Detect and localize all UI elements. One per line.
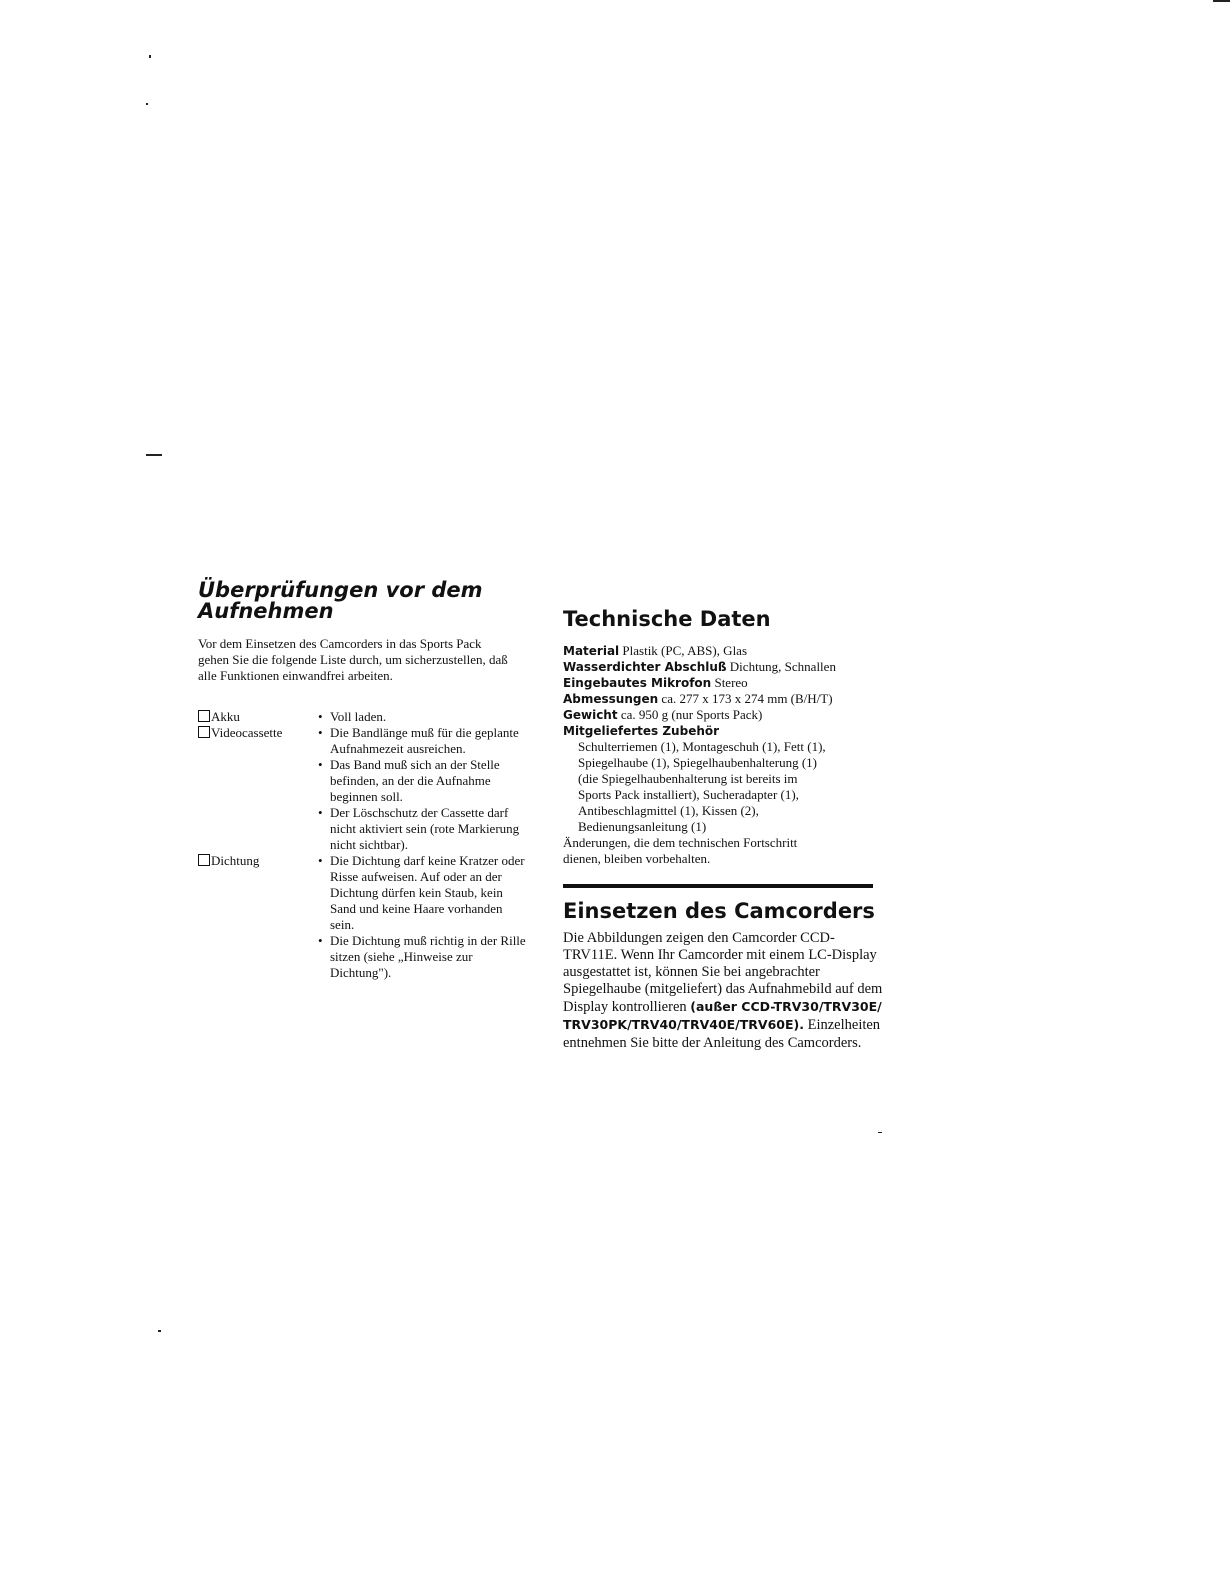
scan-speck (1213, 0, 1230, 2)
scan-speck (146, 103, 148, 105)
checkbox-icon (198, 726, 210, 738)
check-items (316, 709, 528, 725)
scan-speck (158, 1330, 161, 1332)
accessory-line: Bedienungsanleitung (1) (578, 819, 707, 834)
model-exceptions: (außer CCD-TRV30/TRV30E/ TRV30PK/TRV40/TRV40E/TRV60E). (563, 999, 882, 1033)
spec-list (563, 643, 883, 867)
spec-row (563, 659, 883, 675)
check-item: • Die Dichtung darf keine Kratzer oder Risse aufweisen. Auf oder an der Dichtung dürfen kein Staub, kein Sand und keine Haare vorhanden sein. (316, 853, 528, 933)
insert-paragraph (563, 930, 883, 1052)
check-item: • Das Band muß sich an der Stelle befinden, an der die Aufnahme beginnen soll. (316, 757, 528, 805)
spec-row (563, 643, 883, 659)
spec-label: Wasserdichter Abschluß (563, 660, 727, 674)
note-line: Änderungen, die dem technischen Fortschritt (563, 835, 798, 850)
check-items (316, 725, 528, 853)
check-row-akku (198, 709, 528, 725)
accessory-line: Schulterriemen (1), Montageschuh (1), Fett (1), (578, 739, 826, 754)
spec-row (563, 723, 883, 739)
section-title-checks (198, 580, 528, 622)
insert-text: Die Abbildungen zeigen den Camcorder CCD-TRV11E. Wenn Ihr Camcorder mit einem LC-Display ausgestattet ist, können Sie bei angebrachter Spiegelhaube (mitgeliefert) das Aufnahmebild auf dem Display kontrollieren (563, 930, 883, 1016)
check-item: • Die Bandlänge muß für die geplante Aufnahmezeit ausreichen. (316, 725, 528, 757)
spec-row (563, 675, 883, 691)
spec-label: Mitgeliefertes Zubehör (563, 724, 720, 738)
spec-value: ca. 277 x 173 x 274 mm (B/H/T) (661, 691, 833, 706)
accessory-line: Antibeschlagmittel (1), Kissen (2), (578, 803, 759, 818)
spec-value: Dichtung, Schnallen (729, 659, 836, 674)
check-row-videocassette (198, 725, 528, 853)
accessory-line: Sports Pack installiert), Sucheradapter (1), (578, 787, 799, 802)
title-line-2: Aufnehmen (198, 599, 334, 623)
checkbox-icon (198, 854, 210, 866)
section-divider (563, 884, 873, 888)
check-label: Videocassette (198, 725, 313, 741)
spec-label: Material (563, 644, 620, 658)
spec-label: Eingebautes Mikrofon (563, 676, 712, 690)
spec-label: Gewicht (563, 708, 618, 722)
section-title-specs: Technische Daten (563, 607, 771, 631)
spec-value: ca. 950 g (nur Sports Pack) (620, 707, 763, 722)
check-row-dichtung (198, 853, 528, 981)
title-line-1: Überprüfungen vor dem (198, 578, 483, 602)
intro-paragraph: Vor dem Einsetzen des Camcorders in das Sports Pack gehen Sie die folgende Liste durch, um sicherzustellen, daß alle Funktionen einwandfrei arbeiten. (198, 636, 508, 683)
check-label: Dichtung (198, 853, 313, 869)
accessory-line: (die Spiegelhaubenhalterung ist bereits im (578, 771, 798, 786)
note-line: dienen, bleiben vorbehalten. (563, 851, 711, 866)
spec-value: Plastik (PC, ABS), Glas (622, 643, 748, 658)
accessory-line: Spiegelhaube (1), Spiegelhaubenhalterung (1) (578, 755, 817, 770)
scan-speck (146, 454, 162, 456)
check-item: • Der Löschschutz der Cassette darf nicht aktiviert sein (rote Markierung nicht sichtbar). (316, 805, 528, 853)
check-items (316, 853, 528, 981)
check-item: • Voll laden. (316, 709, 528, 725)
scan-speck (149, 55, 151, 58)
spec-row (563, 691, 883, 707)
scan-speck (878, 1132, 882, 1133)
checkbox-icon (198, 710, 210, 722)
section-title-insert: Einsetzen des Camcorders (563, 899, 875, 923)
check-item: • Die Dichtung muß richtig in der Rille sitzen (siehe „Hinweise zur Dichtung"). (316, 933, 528, 981)
check-label: Akku (198, 709, 313, 725)
spec-label: Abmessungen (563, 692, 659, 706)
insert-text-end: Einzelheiten entnehmen Sie bitte der Anleitung des Camcorders. (563, 1017, 881, 1051)
spec-row (563, 707, 883, 723)
checklist (198, 709, 528, 981)
spec-value: Stereo (714, 675, 748, 690)
